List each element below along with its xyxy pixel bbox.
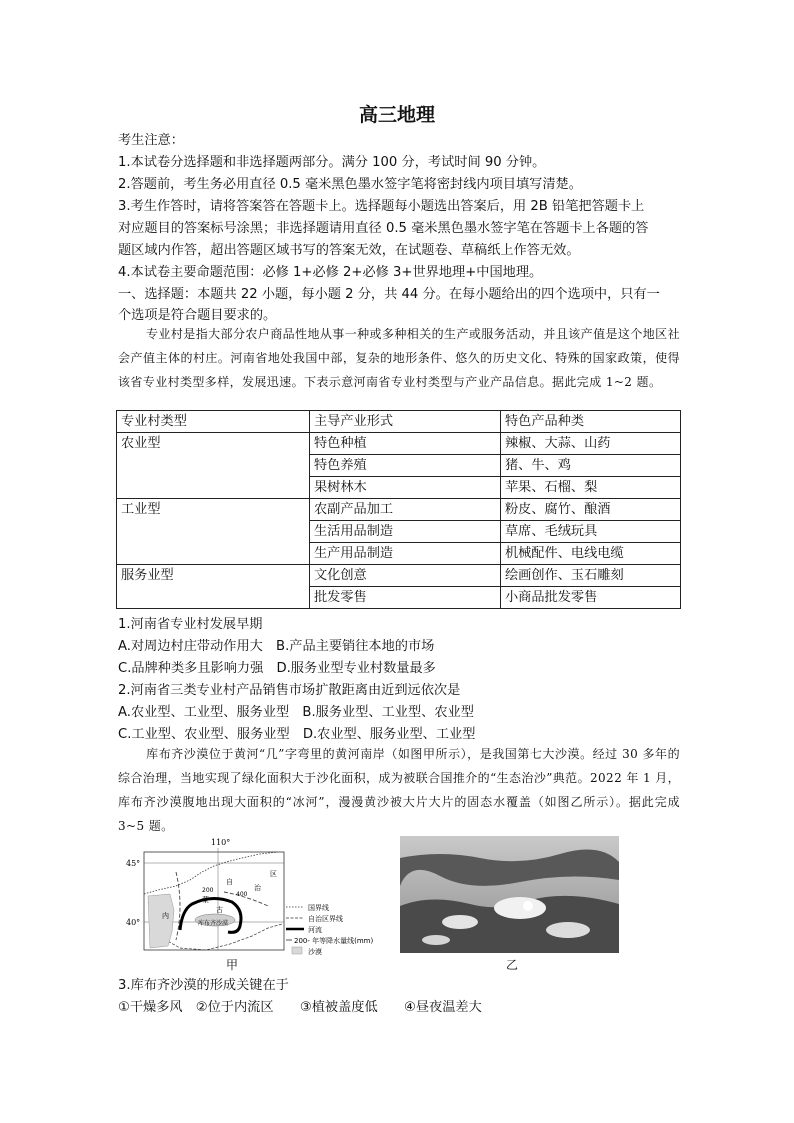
legend-label: 自治区界线 — [308, 915, 343, 923]
isohyet-400-label: 400 — [236, 891, 248, 898]
table-header: 专业村类型 — [117, 411, 310, 433]
question-1-options: A.对周边村庄带动作用大 B.产品主要销往本地的市场 — [118, 639, 435, 654]
passage-2 — [118, 742, 680, 838]
notice-item: 对应题目的答案标号涂黑；非选择题请用直径 0.5 毫米黑色墨水签字笔在答题卡上各题的答 — [118, 221, 649, 236]
legend-label: 沙漠 — [308, 948, 322, 956]
map-region-char: 自 — [226, 878, 233, 886]
isohyet-200-label: 200 — [202, 887, 214, 894]
longitude-label: 110° — [211, 838, 231, 847]
desert-label: 库布齐沙漠 — [198, 920, 229, 927]
passage-1 — [118, 322, 680, 394]
map-region-char: 治 — [254, 884, 261, 892]
industry-cell: 特色种植 — [310, 433, 501, 455]
question-2-options: C.工业型、农业型、服务业型 D.农业型、服务业型、工业型 — [118, 727, 476, 742]
notice-item: 1.本试卷分选择题和非选择题两部分。满分 100 分，考试时间 90 分钟。 — [118, 155, 546, 170]
notice-item: 4.本试卷主要命题范围：必修 1+必修 2+必修 3+世界地理+中国地理。 — [118, 265, 543, 280]
desert-area — [148, 894, 174, 948]
product-cell: 绘画创作、玉石雕刻 — [501, 565, 681, 587]
photo-caption: 乙 — [506, 958, 519, 972]
table-row — [117, 499, 681, 521]
passage-2-text: 库布齐沙漠位于黄河“几”字弯里的黄河南岸（如图甲所示），是我国第七大沙漠。经过 30 多年的综合治理，当地实现了绿化面积大于沙化面积，成为被联合国推介的“生态治沙”典范。2022 年 1 月，库布齐沙漠腹地出现大面积的“冰河”，漫漫黄沙被大片大片的固态水覆盖（如图乙所示）。据此完成 3~5 题。 — [118, 747, 680, 833]
legend-label: 河流 — [308, 926, 322, 934]
question-1-stem: 1.河南省专业村发展早期 — [118, 617, 263, 632]
question-2-stem: 2.河南省三类专业村产品销售市场扩散距离由近到远依次是 — [118, 683, 461, 698]
ice-patch — [546, 922, 590, 938]
product-cell: 粉皮、腐竹、酿酒 — [501, 499, 681, 521]
map-caption: 甲 — [226, 958, 239, 972]
industry-cell: 农副产品加工 — [310, 499, 501, 521]
map-figure-jia — [118, 836, 390, 960]
industry-cell: 批发零售 — [310, 587, 501, 609]
industry-cell: 特色养殖 — [310, 455, 501, 477]
ice-patch — [422, 935, 450, 945]
notice-item: 2.答题前，考生务必用直径 0.5 毫米黑色墨水签字笔将密封线内项目填写清楚。 — [118, 177, 582, 192]
ice-patch — [494, 897, 546, 919]
table-header: 特色产品种类 — [501, 411, 681, 433]
industry-cell: 生产用品制造 — [310, 543, 501, 565]
industry-cell: 生活用品制造 — [310, 521, 501, 543]
map-region-char: 蒙 — [202, 896, 209, 904]
product-cell: 苹果、石榴、梨 — [501, 477, 681, 499]
legend-desert-symbol — [292, 947, 302, 954]
question-2-options: A.农业型、工业型、服务业型 B.服务业型、工业型、农业型 — [118, 705, 474, 720]
sun-reflection — [523, 901, 533, 911]
village-type-table — [116, 410, 681, 609]
section-heading-cont: 个选项是符合题目要求的。 — [118, 308, 277, 323]
village-type-cell: 农业型 — [117, 433, 310, 499]
table-row — [117, 565, 681, 587]
product-cell: 辣椒、大蒜、山药 — [501, 433, 681, 455]
notice-heading: 考生注意： — [118, 133, 184, 148]
section-heading: 一、选择题：本题共 22 小题，每小题 2 分，共 44 分。在每小题给出的四个选项中，只有一 — [118, 287, 660, 302]
latitude-label: 45° — [126, 859, 141, 868]
question-3-options: ①干燥多风 ②位于内流区 ③植被盖度低 ④昼夜温差大 — [118, 1000, 482, 1015]
legend-label: 国界线 — [308, 904, 329, 912]
notice-item: 题区域内作答，超出答题区域书写的答案无效，在试题卷、草稿纸上作答无效。 — [118, 243, 580, 258]
village-type-cell: 服务业型 — [117, 565, 310, 609]
question-3-stem: 3.库布齐沙漠的形成关键在于 — [118, 978, 289, 993]
map-region-char: 内 — [162, 912, 169, 920]
question-1-options: C.品牌种类多且影响力强 D.服务业型专业村数量最多 — [118, 661, 436, 676]
passage-1-text: 专业村是指大部分农户商品性地从事一种或多种相关的生产或服务活动，并且该产值是这个地区社会产值主体的村庄。河南省地处我国中部，复杂的地形条件、悠久的历史文化、特殊的国家政策，使得该省专业村类型多样，发展迅速。下表示意河南省专业村类型与产业产品信息。据此完成 1~2 题。 — [118, 327, 680, 389]
product-cell: 机械配件、电线电缆 — [501, 543, 681, 565]
page-title: 高三地理 — [358, 104, 435, 126]
industry-cell: 文化创意 — [310, 565, 501, 587]
table-header: 主导产业形式 — [310, 411, 501, 433]
ice-patch — [442, 915, 478, 929]
map-region-char: 古 — [216, 906, 223, 914]
photo-figure-yi — [400, 836, 619, 953]
table-row — [117, 433, 681, 455]
village-type-cell: 工业型 — [117, 499, 310, 565]
product-cell: 草席、毛绒玩具 — [501, 521, 681, 543]
table-header-row — [117, 411, 681, 433]
legend-label: 200- 年等降水量线(mm) — [294, 937, 374, 945]
industry-cell: 果树林木 — [310, 477, 501, 499]
product-cell: 小商品批发零售 — [501, 587, 681, 609]
notice-item: 3.考生作答时，请将答案答在答题卡上。选择题每小题选出答案后，用 2B 铅笔把答题卡上 — [118, 199, 645, 214]
map-region-char: 区 — [270, 870, 277, 878]
product-cell: 猪、牛、鸡 — [501, 455, 681, 477]
latitude-label: 40° — [126, 918, 141, 927]
